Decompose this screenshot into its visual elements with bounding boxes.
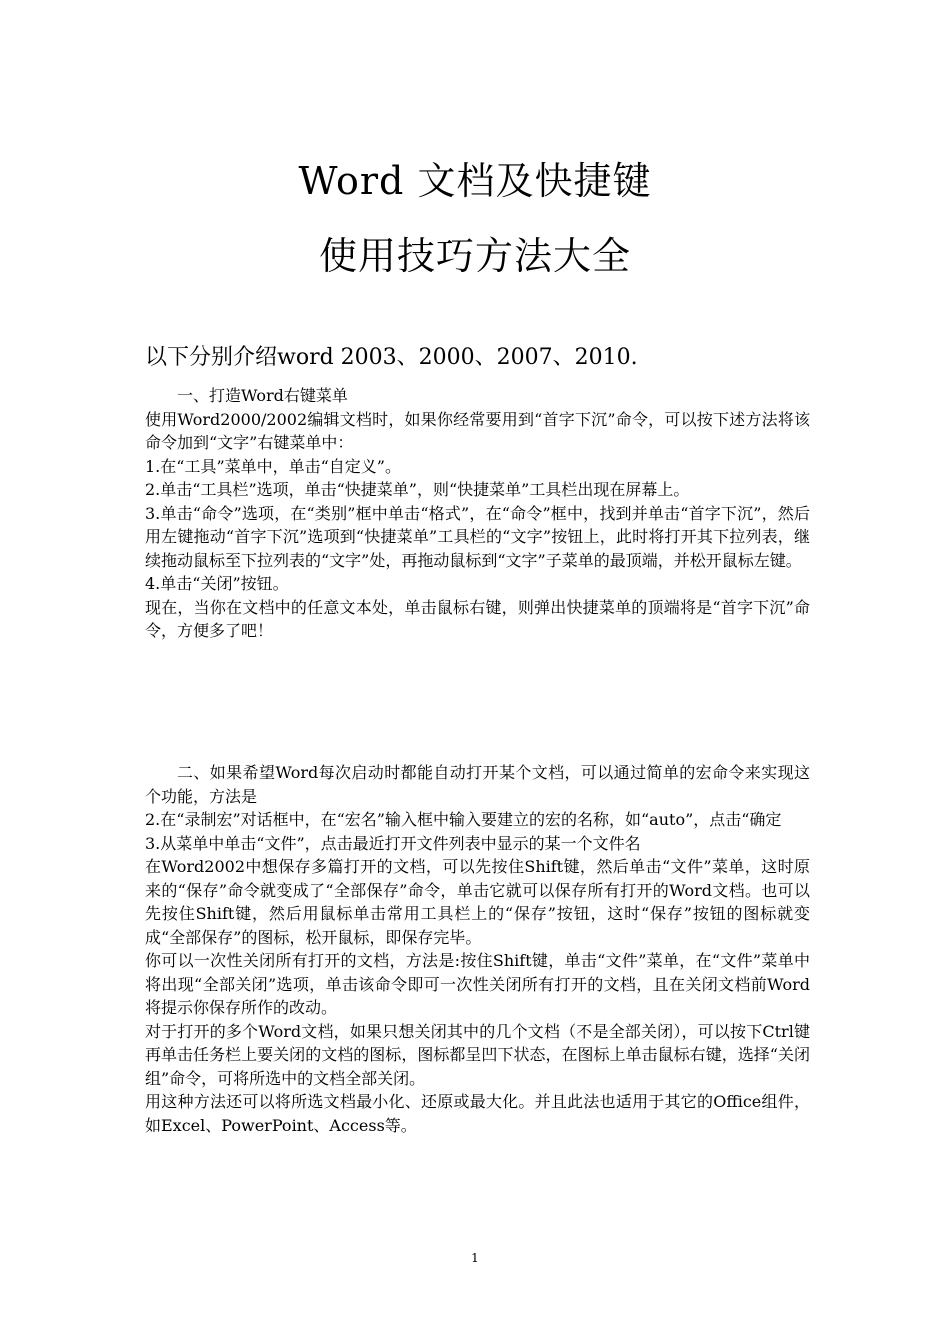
section-1-paragraph: 使用Word2000/2002编辑文档时，如果你经常要用到“首字下沉”命令，可以按下述方法将该命令加到“文字”右键菜单中： (145, 409, 810, 452)
section-2-paragraph: 用这种方法还可以将所选文档最小化、还原或最大化。并且此法也适用于其它的Office组件，如Excel、PowerPoint、Access等。 (145, 1092, 810, 1135)
page-number: 1 (471, 1251, 479, 1265)
section-2-paragraph: 2.在“录制宏”对话框中，在“宏名”输入框中输入要建立的宏的名称，如“auto”，点击“确定 (145, 810, 782, 829)
section-1-paragraph: 3.单击“命令”选项，在“类别”框中单击“格式”，在“命令”框中，找到并单击“首字下沉”，然后用左键拖动“首字下沉”选项到“快捷菜单”工具栏的“文字”按钮上，此时将打开其下拉列表，继续拖动鼠标至下拉列表的“文字”处，再拖动鼠标到“文字”子菜单的最顶端，并松开鼠标左键。 (145, 503, 810, 570)
section-2-paragraph: 对于打开的多个Word文档，如果只想关闭其中的几个文档（不是全部关闭），可以按下Ctrl键再单击任务栏上要关闭的文档的图标，图标都呈凹下状态，在图标上单击鼠标右键，选择“关闭组”命令，可将所选中的文档全部关闭。 (145, 1021, 810, 1088)
section-1-paragraph: 现在，当你在文档中的任意文本处，单击鼠标右键，则弹出快捷菜单的顶端将是“首字下沉”命令，方便多了吧！ (145, 597, 810, 640)
section-1 (145, 384, 810, 643)
section-1-heading: 一、打造Word右键菜单 (177, 386, 348, 405)
section-2 (145, 761, 810, 1137)
section-2-paragraph: 你可以一次性关闭所有打开的文档，方法是:按住Shift键，单击“文件”菜单，在“文件”菜单中将出现“全部关闭”选项，单击该命令即可一次性关闭所有打开的文档，且在关闭文档前Word将提示你保存所作的改动。 (145, 951, 810, 1017)
section-1-paragraph: 1.在“工具”菜单中，单击“自定义”。 (145, 456, 401, 476)
title-line-1: Word 文档及快捷键 (298, 159, 652, 203)
section-2-paragraph: 3.从菜单中单击“文件”，点击最近打开文件列表中显示的某一个文件名 (145, 833, 641, 853)
title-line-2: 使用技巧方法大全 (318, 234, 631, 278)
section-1-paragraph: 2.单击“工具栏”选项，单击“快捷菜单”，则“快捷菜单”工具栏出现在屏幕上。 (145, 480, 690, 499)
section-2-heading: 二、如果希望Word每次启动时都能自动打开某个文档，可以通过简单的宏命令来实现这个功能，方法是 (145, 763, 810, 806)
section-2-paragraph: 在Word2002中想保存多篇打开的文档，可以先按住Shift键，然后单击“文件”菜单，这时原来的“保存”命令就变成了“全部保存”命令，单击它就可以保存所有打开的Word文档。也可以先按住Shift键，然后用鼠标单击常用工具栏上的“保存”按钮，这时“保存”按钮的图标就变成“全部保存”的图标，松开鼠标，即保存完毕。 (145, 857, 810, 947)
intro-line: 以下分别介绍word 2003、2000、2007、2010. (145, 345, 638, 370)
section-1-paragraph: 4.单击“关闭”按钮。 (145, 574, 289, 593)
